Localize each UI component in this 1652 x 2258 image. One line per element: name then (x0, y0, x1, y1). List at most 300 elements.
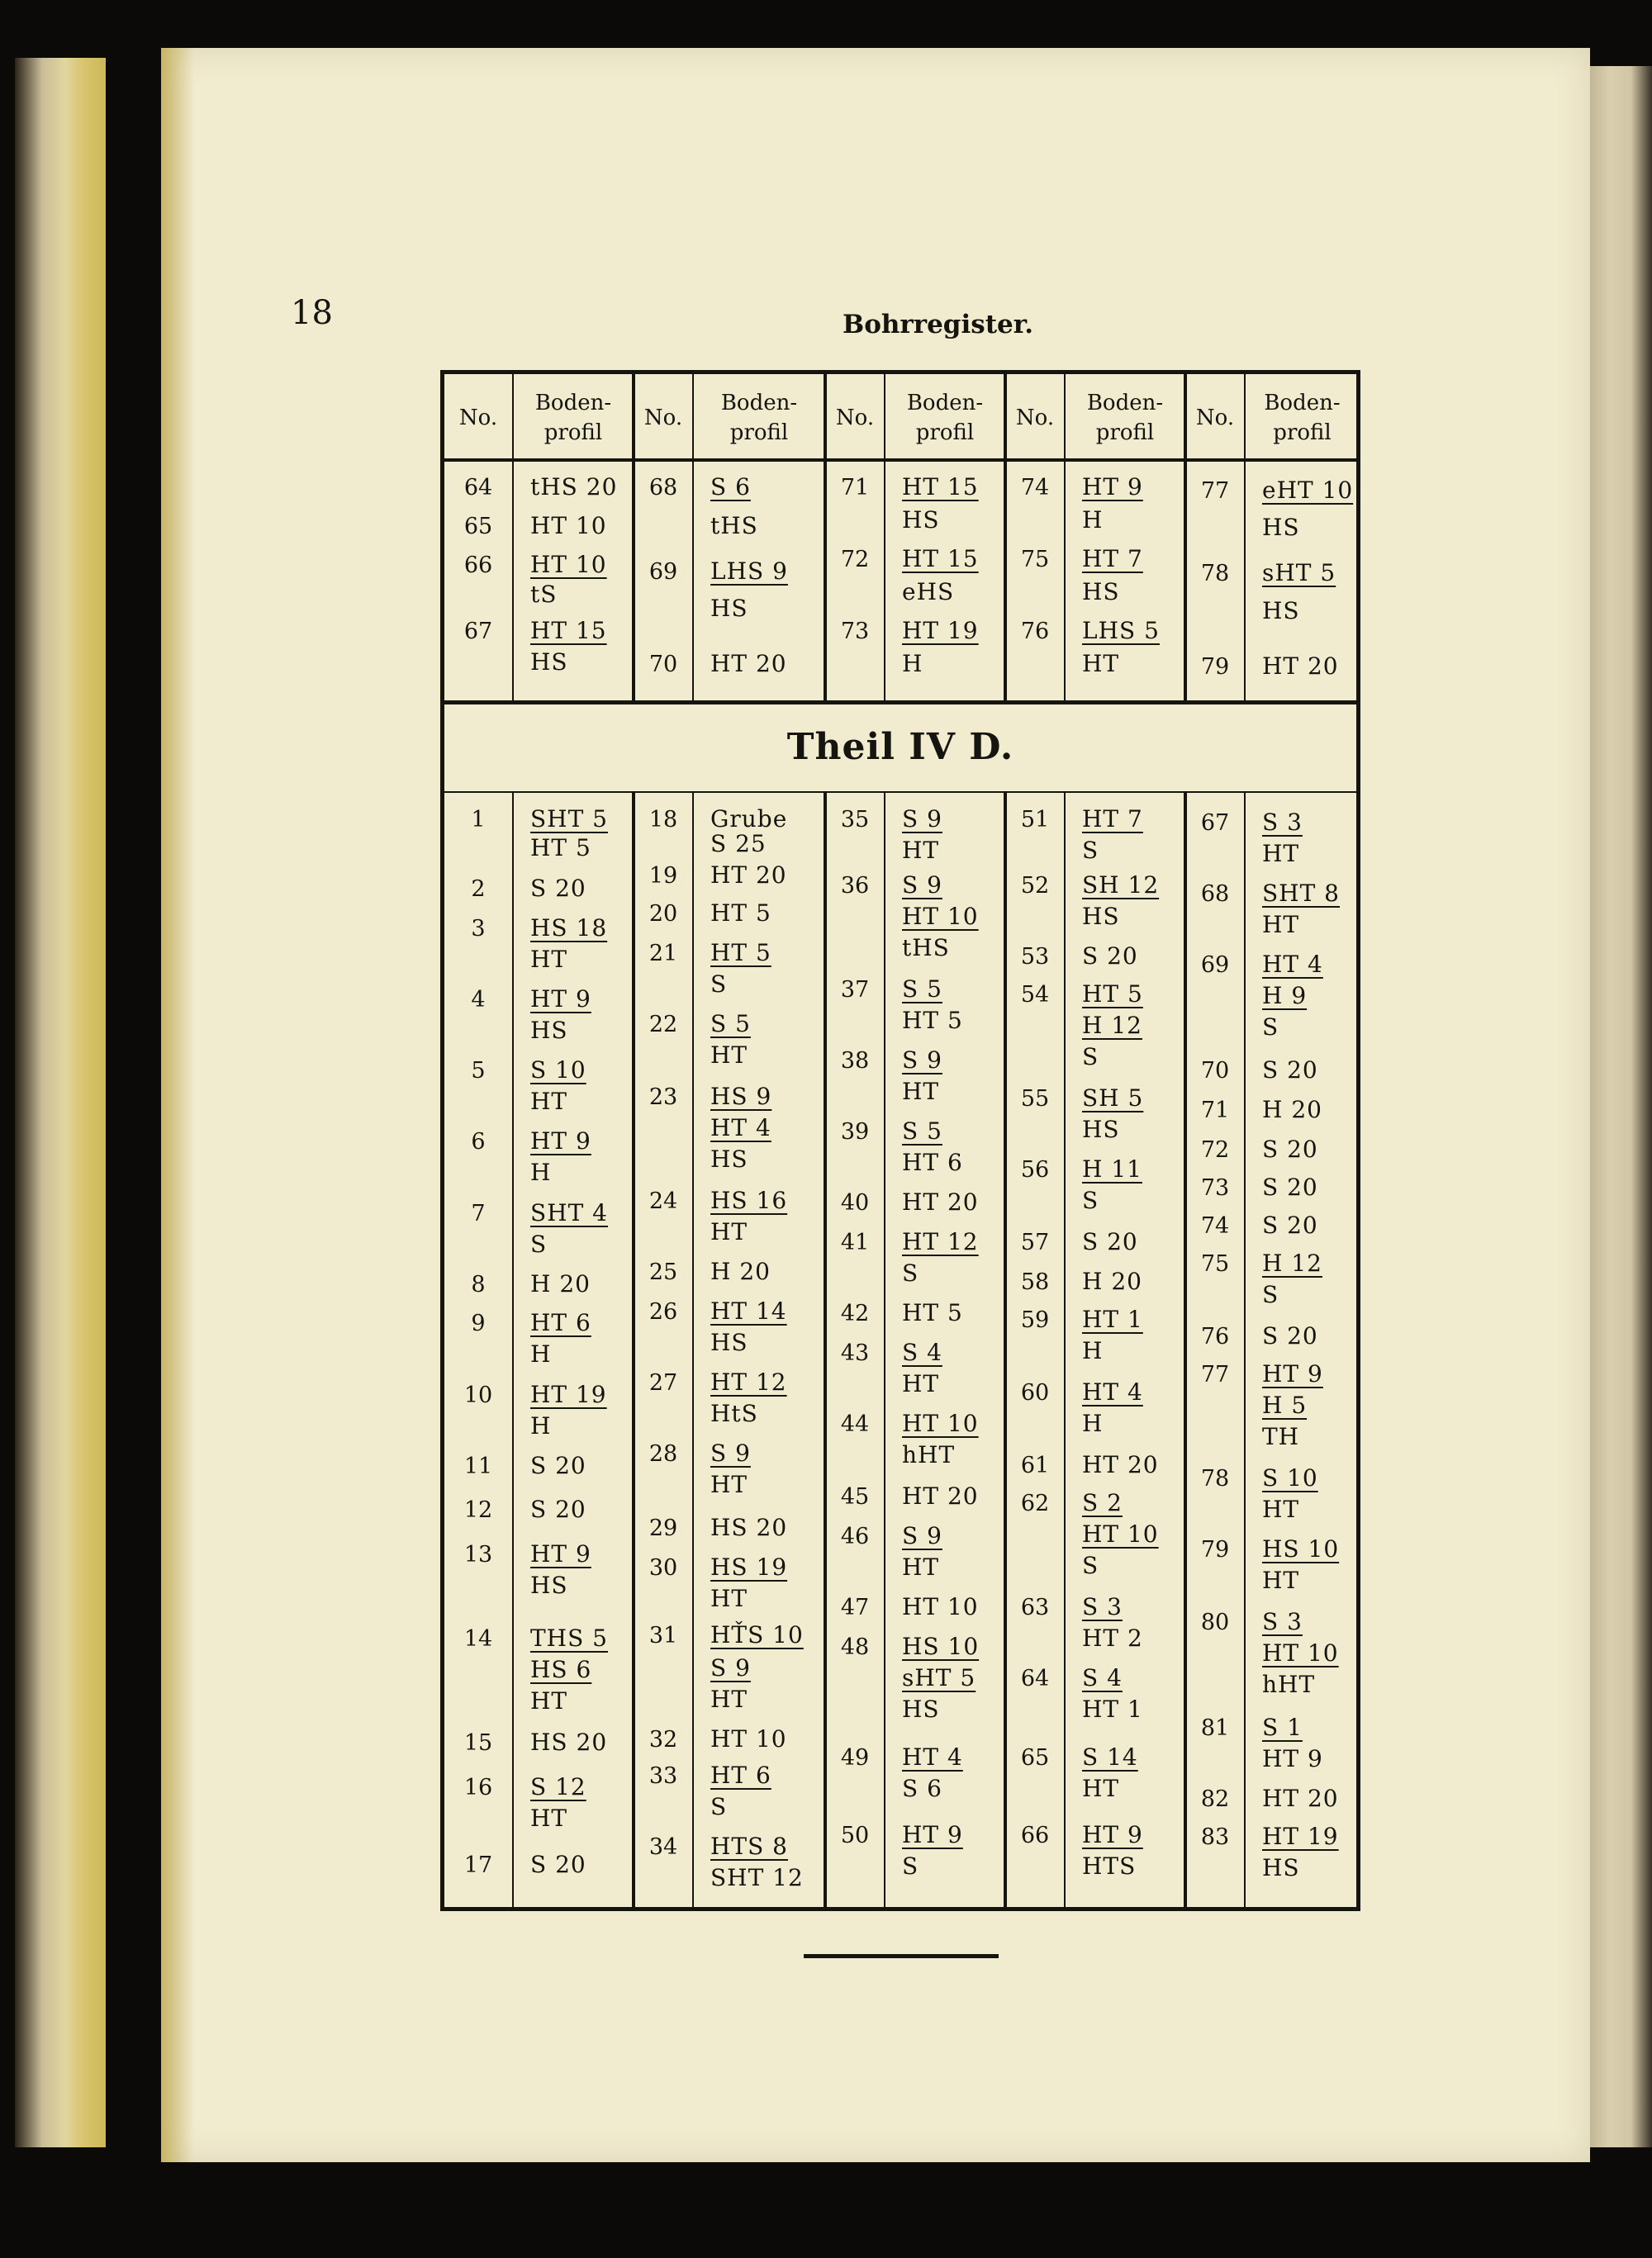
theil-ivd-entry-number: 73 (1200, 1175, 1230, 1201)
top-section-soil-profile: HS (530, 648, 568, 676)
bohrregister-table (440, 370, 1360, 1911)
theil-ivd-soil-profile: HS 10 (902, 1633, 980, 1660)
theil-ivd-entry-number: 82 (1200, 1786, 1230, 1812)
top-section-soil-profile: HT 10 (530, 512, 607, 539)
theil-ivd-soil-profile: HS (1262, 1854, 1300, 1881)
theil-ivd-entry-number: 3 (471, 916, 486, 942)
top-section-entry-number: 71 (840, 475, 870, 500)
theil-ivd-entry-number: 68 (1200, 881, 1230, 907)
theil-ivd-entry-number: 27 (648, 1370, 678, 1396)
page-number: 18 (291, 294, 333, 332)
theil-ivd-soil-profile: HT (530, 946, 568, 973)
theil-ivd-soil-profile: S 4 (1082, 1664, 1123, 1691)
theil-ivd-soil-profile: S 20 (1262, 1056, 1318, 1084)
column-header-profile-line1: Boden- (720, 391, 798, 415)
top-section-soil-profile: HT 10 (530, 551, 607, 578)
theil-ivd-soil-profile: S 20 (530, 1851, 586, 1878)
theil-ivd-entry-number: 20 (648, 901, 678, 927)
theil-ivd-soil-profile: H (1082, 1410, 1104, 1437)
theil-ivd-entry-number: 64 (1020, 1666, 1050, 1691)
theil-ivd-entry-number: 83 (1200, 1824, 1230, 1850)
section-rule-bottom (444, 791, 1356, 793)
theil-ivd-soil-profile: H 20 (530, 1270, 591, 1297)
theil-ivd-soil-profile: HT (530, 1805, 568, 1832)
theil-ivd-entry-number: 50 (840, 1823, 870, 1848)
theil-ivd-entry-number: 31 (648, 1623, 678, 1648)
theil-ivd-soil-profile: HS 19 (710, 1554, 788, 1581)
theil-ivd-soil-profile: H (530, 1340, 552, 1368)
theil-ivd-soil-profile: HT 4 (710, 1114, 771, 1141)
top-section-soil-profile: HT 15 (530, 617, 607, 644)
theil-ivd-entry-number: 12 (463, 1497, 493, 1523)
theil-ivd-entry-number: 61 (1020, 1453, 1050, 1478)
theil-ivd-soil-profile: HT 20 (710, 861, 787, 889)
section-title: Theil IV D. (786, 726, 1014, 768)
theil-ivd-soil-profile: HS (902, 1696, 940, 1723)
column-header-no: No. (643, 406, 683, 430)
top-section-entry-number: 78 (1200, 561, 1230, 586)
column-header-profile-line2: profil (544, 420, 603, 445)
theil-ivd-entry-number: 51 (1020, 807, 1050, 833)
theil-ivd-soil-profile: HT 4 (1262, 951, 1323, 978)
theil-ivd-entry-number: 46 (840, 1524, 870, 1549)
column-header-profile (1064, 374, 1186, 462)
theil-ivd-soil-profile: S 25 (710, 830, 767, 857)
theil-ivd-soil-profile: SH 12 (1082, 871, 1160, 899)
top-section-soil-profile: S 6 (710, 473, 751, 500)
top-section-soil-profile: HT 19 (902, 617, 979, 644)
theil-ivd-soil-profile: HT 1 (1082, 1696, 1143, 1723)
top-section-entry-number: 65 (463, 514, 493, 539)
theil-ivd-soil-profile: HT 20 (902, 1482, 979, 1510)
theil-ivd-entry-number: 17 (463, 1852, 493, 1878)
theil-ivd-soil-profile: S 10 (1262, 1464, 1318, 1492)
top-section-entry-number: 70 (648, 652, 678, 677)
theil-ivd-entry-number: 29 (648, 1516, 678, 1541)
theil-ivd-soil-profile: S 5 (710, 1010, 751, 1037)
running-head: Bohrregister. (843, 310, 1034, 339)
theil-ivd-entry-number: 34 (648, 1834, 678, 1860)
theil-ivd-entry-number: 36 (840, 873, 870, 899)
theil-ivd-soil-profile: HT 10 (902, 1410, 979, 1437)
theil-ivd-soil-profile: THS 5 (530, 1625, 608, 1652)
theil-ivd-soil-profile: HT 9 (530, 1540, 591, 1568)
theil-ivd-soil-profile: HS 18 (530, 914, 608, 942)
theil-ivd-soil-profile: S 20 (1262, 1212, 1318, 1239)
top-section-soil-profile: LHS 9 (710, 557, 788, 585)
column-header-profile-line1: Boden- (1086, 391, 1164, 415)
theil-ivd-entry-number: 80 (1200, 1610, 1230, 1635)
theil-ivd-soil-profile: S 1 (1262, 1714, 1303, 1741)
top-section-soil-profile: HS (1262, 597, 1300, 624)
theil-ivd-soil-profile: S (530, 1231, 548, 1258)
theil-ivd-entry-number: 44 (840, 1411, 870, 1437)
theil-ivd-entry-number: 38 (840, 1048, 870, 1074)
theil-ivd-soil-profile: S (1082, 1043, 1099, 1070)
theil-ivd-soil-profile: S 9 (902, 1046, 942, 1074)
theil-ivd-soil-profile: S 20 (530, 1496, 586, 1523)
column-header-profile (1244, 374, 1360, 462)
theil-ivd-soil-profile: HT 12 (710, 1369, 787, 1396)
top-section-soil-profile: tHS (710, 512, 758, 539)
theil-ivd-entry-number: 4 (471, 987, 486, 1013)
theil-ivd-soil-profile: H (530, 1412, 552, 1440)
theil-ivd-soil-profile: HS (530, 1017, 568, 1044)
theil-ivd-soil-profile: S 20 (1082, 1228, 1138, 1255)
theil-ivd-entry-number: 54 (1020, 982, 1050, 1008)
theil-ivd-soil-profile: S (1262, 1013, 1279, 1041)
theil-ivd-entry-number: 15 (463, 1730, 493, 1756)
theil-ivd-soil-profile: S 10 (530, 1056, 586, 1084)
theil-ivd-entry-number: 24 (648, 1188, 678, 1214)
theil-ivd-soil-profile: HT 10 (902, 1593, 979, 1620)
theil-ivd-soil-profile: S 3 (1082, 1593, 1123, 1620)
theil-ivd-soil-profile: HT 6 (710, 1762, 771, 1789)
top-section-entry-number: 72 (840, 547, 870, 572)
theil-ivd-soil-profile: HT 5 (1082, 980, 1143, 1008)
column-header-profile (512, 374, 634, 462)
theil-ivd-soil-profile: HT 4 (902, 1743, 963, 1771)
top-section-soil-profile: HT (1082, 650, 1120, 677)
theil-ivd-soil-profile: S 6 (902, 1775, 942, 1802)
theil-ivd-soil-profile: S (1082, 837, 1099, 864)
theil-ivd-soil-profile: HS 16 (710, 1187, 788, 1214)
theil-ivd-entry-number: 45 (840, 1484, 870, 1510)
theil-ivd-soil-profile: SHT 4 (530, 1199, 608, 1226)
theil-ivd-entry-number: 75 (1200, 1251, 1230, 1277)
top-section-soil-profile: sHT 5 (1262, 559, 1336, 586)
top-section-entry-number: 74 (1020, 475, 1050, 500)
theil-ivd-soil-profile: H (1082, 1337, 1104, 1364)
theil-ivd-entry-number: 69 (1200, 952, 1230, 978)
theil-ivd-entry-number: 33 (648, 1763, 678, 1789)
theil-ivd-entry-number: 28 (648, 1441, 678, 1467)
theil-ivd-entry-number: 58 (1020, 1269, 1050, 1295)
theil-ivd-entry-number: 76 (1200, 1324, 1230, 1350)
theil-ivd-entry-number: 5 (471, 1058, 486, 1084)
top-section-entry-number: 68 (648, 475, 678, 500)
theil-ivd-entry-number: 32 (648, 1727, 678, 1753)
top-section-entry-number: 69 (648, 559, 678, 585)
theil-ivd-entry-number: 65 (1020, 1745, 1050, 1771)
theil-ivd-soil-profile: HT 5 (902, 1299, 963, 1326)
column-header-profile-line1: Boden- (906, 391, 984, 415)
theil-ivd-soil-profile: HS 20 (710, 1514, 788, 1541)
theil-ivd-soil-profile: S 9 (902, 1522, 942, 1549)
theil-ivd-entry-number: 81 (1200, 1715, 1230, 1741)
theil-ivd-soil-profile: SHT 5 (530, 805, 608, 833)
theil-ivd-soil-profile: S 20 (530, 1452, 586, 1479)
top-section-soil-profile: eHT 10 (1262, 477, 1354, 504)
theil-ivd-entry-number: 8 (471, 1272, 486, 1297)
theil-ivd-entry-number: 35 (840, 807, 870, 833)
theil-ivd-entry-number: 70 (1200, 1058, 1230, 1084)
theil-ivd-soil-profile: S 20 (1262, 1136, 1318, 1163)
theil-ivd-soil-profile: hHT (902, 1441, 956, 1468)
theil-ivd-soil-profile: HTS 8 (710, 1833, 788, 1860)
theil-ivd-soil-profile: HT 5 (710, 899, 771, 927)
theil-ivd-soil-profile: S 12 (530, 1773, 586, 1800)
theil-ivd-soil-profile: HT (902, 837, 940, 864)
theil-ivd-entry-number: 57 (1020, 1230, 1050, 1255)
theil-ivd-soil-profile: HT 19 (1262, 1823, 1339, 1850)
theil-ivd-soil-profile: TH (1262, 1423, 1300, 1450)
theil-ivd-entry-number: 48 (840, 1634, 870, 1660)
theil-ivd-entry-number: 55 (1020, 1086, 1050, 1112)
page-gutter-shadow (161, 48, 194, 2162)
theil-ivd-soil-profile: HT 2 (1082, 1625, 1143, 1652)
theil-ivd-soil-profile: HT (1262, 1567, 1300, 1594)
theil-ivd-soil-profile: SHT 8 (1262, 880, 1340, 907)
column-rule (1064, 791, 1066, 1911)
theil-ivd-soil-profile: HT (710, 1041, 748, 1069)
theil-ivd-entry-number: 11 (463, 1454, 493, 1479)
theil-ivd-soil-profile: HT 5 (530, 834, 591, 861)
theil-ivd-entry-number: 40 (840, 1190, 870, 1216)
theil-ivd-entry-number: 18 (648, 807, 678, 833)
theil-ivd-entry-number: 67 (1200, 810, 1230, 836)
theil-ivd-soil-profile: HT 1 (1082, 1306, 1143, 1333)
top-section-entry-number: 76 (1020, 619, 1050, 644)
theil-ivd-entry-number: 71 (1200, 1098, 1230, 1123)
theil-ivd-soil-profile: HS (530, 1572, 568, 1599)
theil-ivd-soil-profile: HT (902, 1370, 940, 1397)
theil-ivd-soil-profile: HS (710, 1329, 748, 1356)
theil-ivd-soil-profile: H 20 (1262, 1096, 1322, 1123)
theil-ivd-soil-profile: S 14 (1082, 1743, 1138, 1771)
theil-ivd-soil-profile: HT (902, 1078, 940, 1105)
theil-ivd-soil-profile: HT 10 (1082, 1520, 1159, 1548)
column-rule (1244, 791, 1246, 1911)
theil-ivd-entry-number: 30 (648, 1555, 678, 1581)
theil-ivd-soil-profile: HT 9 (530, 1127, 591, 1155)
theil-ivd-soil-profile: HT 20 (1262, 1785, 1339, 1812)
theil-ivd-soil-profile: HS (1082, 903, 1120, 930)
theil-ivd-soil-profile: S 9 (710, 1440, 751, 1467)
theil-ivd-soil-profile: HŤS 10 (710, 1621, 804, 1648)
theil-ivd-soil-profile: HT 9 (1262, 1745, 1323, 1772)
theil-ivd-soil-profile: S 20 (530, 875, 586, 902)
theil-ivd-soil-profile: S 5 (902, 975, 942, 1003)
theil-ivd-soil-profile: hHT (1262, 1671, 1316, 1698)
theil-ivd-entry-number: 78 (1200, 1466, 1230, 1492)
top-section-entry-number: 64 (463, 475, 493, 500)
theil-ivd-soil-profile: tHS (902, 934, 950, 961)
theil-ivd-entry-number: 41 (840, 1230, 870, 1255)
theil-ivd-entry-number: 77 (1200, 1362, 1230, 1388)
theil-ivd-soil-profile: H 9 (1262, 982, 1308, 1009)
theil-ivd-soil-profile: HT 7 (1082, 805, 1143, 833)
theil-ivd-entry-number: 10 (463, 1383, 493, 1408)
top-section-soil-profile: tHS 20 (530, 473, 618, 500)
theil-ivd-soil-profile: HT 19 (530, 1381, 607, 1408)
theil-ivd-soil-profile: S 2 (1082, 1489, 1123, 1516)
theil-ivd-soil-profile: HT 10 (1262, 1639, 1339, 1667)
theil-ivd-entry-number: 79 (1200, 1537, 1230, 1563)
theil-ivd-soil-profile: HT (1262, 911, 1300, 938)
theil-ivd-soil-profile: HT 14 (710, 1297, 787, 1325)
theil-ivd-entry-number: 42 (840, 1301, 870, 1326)
theil-ivd-entry-number: 16 (463, 1775, 493, 1800)
end-rule (804, 1954, 999, 1958)
top-section-soil-profile: HS (710, 595, 748, 622)
theil-ivd-soil-profile: sHT 5 (902, 1664, 976, 1691)
column-rule (692, 791, 694, 1911)
theil-ivd-soil-profile: S 4 (902, 1339, 942, 1366)
theil-ivd-soil-profile: S (1262, 1281, 1279, 1308)
theil-ivd-entry-number: 14 (463, 1626, 493, 1652)
theil-ivd-soil-profile: HT 5 (902, 1007, 963, 1034)
column-header-profile-line2: profil (1095, 420, 1155, 445)
theil-ivd-soil-profile: HT 10 (902, 903, 979, 930)
theil-ivd-entry-number: 9 (471, 1311, 486, 1336)
column-header-profile-line1: Boden- (534, 391, 612, 415)
top-section-soil-profile: HT 7 (1082, 545, 1143, 572)
top-section-entry-number: 66 (463, 553, 493, 578)
theil-ivd-soil-profile: HS (710, 1146, 748, 1173)
theil-ivd-entry-number: 66 (1020, 1823, 1050, 1848)
top-section-soil-profile: eHS (902, 578, 955, 605)
theil-ivd-entry-number: 56 (1020, 1157, 1050, 1183)
theil-ivd-soil-profile: HT 9 (530, 985, 591, 1013)
theil-ivd-soil-profile: S 5 (902, 1117, 942, 1145)
theil-ivd-soil-profile: HT (710, 1471, 748, 1498)
theil-ivd-entry-number: 21 (648, 941, 678, 966)
theil-ivd-soil-profile: HT 6 (902, 1149, 963, 1176)
top-section-soil-profile: H (902, 650, 923, 677)
top-section-soil-profile: HT 9 (1082, 473, 1143, 500)
theil-ivd-soil-profile: S 20 (1262, 1322, 1318, 1350)
theil-ivd-soil-profile: S (902, 1852, 919, 1880)
theil-ivd-entry-number: 43 (840, 1340, 870, 1366)
top-section-soil-profile: HT 20 (1262, 652, 1339, 680)
theil-ivd-entry-number: 60 (1020, 1380, 1050, 1406)
top-section-entry-number: 73 (840, 619, 870, 644)
theil-ivd-soil-profile: H 20 (710, 1258, 771, 1285)
top-section-soil-profile: HS (1262, 514, 1300, 541)
theil-ivd-entry-number: 13 (463, 1542, 493, 1568)
theil-ivd-entry-number: 47 (840, 1595, 870, 1620)
column-header-no: No. (458, 406, 498, 430)
theil-ivd-soil-profile: HT 20 (1082, 1451, 1159, 1478)
theil-ivd-soil-profile: HS 9 (710, 1083, 772, 1110)
theil-ivd-soil-profile: HT (1262, 1496, 1300, 1523)
theil-ivd-soil-profile: HT (710, 1686, 748, 1713)
theil-ivd-soil-profile: HT (530, 1687, 568, 1715)
theil-ivd-entry-number: 23 (648, 1084, 678, 1110)
top-section-soil-profile: HT 15 (902, 545, 979, 572)
theil-ivd-entry-number: 49 (840, 1745, 870, 1771)
theil-ivd-soil-profile: HS 10 (1262, 1535, 1340, 1563)
theil-ivd-soil-profile: HT 9 (1082, 1821, 1143, 1848)
theil-ivd-entry-number: 59 (1020, 1307, 1050, 1333)
column-header-profile (884, 374, 1006, 462)
theil-ivd-soil-profile: H 12 (1262, 1250, 1322, 1277)
column-header-profile-line1: Boden- (1264, 391, 1341, 415)
column-rule (884, 791, 885, 1911)
theil-ivd-soil-profile: H (530, 1159, 552, 1186)
column-header-profile (692, 374, 826, 462)
theil-ivd-soil-profile: H 12 (1082, 1012, 1142, 1039)
theil-ivd-entry-number: 72 (1200, 1137, 1230, 1163)
theil-ivd-soil-profile: HT (710, 1585, 748, 1612)
theil-ivd-soil-profile: S 20 (1082, 942, 1138, 970)
theil-ivd-entry-number: 2 (471, 876, 486, 902)
theil-ivd-soil-profile: HT 6 (530, 1309, 591, 1336)
column-header-no: No. (835, 406, 875, 430)
theil-ivd-entry-number: 22 (648, 1012, 678, 1037)
theil-ivd-soil-profile: HtS (710, 1400, 758, 1427)
theil-ivd-entry-number: 7 (471, 1201, 486, 1226)
theil-ivd-soil-profile: HS (1082, 1116, 1120, 1143)
theil-ivd-soil-profile: S (710, 970, 728, 998)
theil-ivd-entry-number: 6 (471, 1129, 486, 1155)
theil-ivd-soil-profile: HT (710, 1218, 748, 1245)
theil-ivd-soil-profile: HT 12 (902, 1228, 979, 1255)
theil-ivd-entry-number: 39 (840, 1119, 870, 1145)
theil-ivd-soil-profile: HTS (1082, 1852, 1137, 1880)
theil-ivd-soil-profile: HT 5 (710, 939, 771, 966)
theil-ivd-entry-number: 37 (840, 977, 870, 1003)
book-fore-edge-left (15, 58, 106, 2147)
theil-ivd-soil-profile: S 3 (1262, 809, 1303, 836)
top-section-soil-profile: LHS 5 (1082, 617, 1160, 644)
theil-ivd-soil-profile: HS 20 (530, 1729, 608, 1756)
column-rule (512, 791, 514, 1911)
theil-ivd-soil-profile: S 9 (902, 805, 942, 833)
column-header-no: No. (1195, 406, 1235, 430)
theil-ivd-entry-number: 74 (1200, 1213, 1230, 1239)
theil-ivd-soil-profile: SH 5 (1082, 1084, 1144, 1112)
top-section-soil-profile: HT 20 (710, 650, 787, 677)
top-section-soil-profile: tS (530, 581, 558, 608)
top-section-soil-profile: HS (902, 506, 940, 534)
theil-ivd-entry-number: 63 (1020, 1595, 1050, 1620)
column-header-no: No. (1015, 406, 1055, 430)
theil-ivd-soil-profile: S (902, 1259, 919, 1287)
theil-ivd-soil-profile: HS 6 (530, 1656, 592, 1683)
theil-ivd-soil-profile: S (1082, 1187, 1099, 1214)
theil-ivd-soil-profile: SHT 12 (710, 1864, 804, 1891)
theil-ivd-soil-profile: HT 4 (1082, 1378, 1143, 1406)
theil-ivd-soil-profile: Grube (710, 805, 788, 833)
top-section-soil-profile: H (1082, 506, 1104, 534)
theil-ivd-entry-number: 25 (648, 1259, 678, 1285)
theil-ivd-entry-number: 19 (648, 863, 678, 889)
column-header-profile-line2: profil (1273, 420, 1332, 445)
theil-ivd-soil-profile: H 20 (1082, 1268, 1142, 1295)
theil-ivd-soil-profile: HT 9 (1262, 1360, 1323, 1388)
theil-ivd-soil-profile: S 9 (710, 1654, 751, 1682)
theil-ivd-entry-number: 62 (1020, 1491, 1050, 1516)
theil-ivd-soil-profile: HT 10 (710, 1725, 787, 1753)
theil-ivd-soil-profile: S 9 (902, 871, 942, 899)
theil-ivd-soil-profile: HT 20 (902, 1188, 979, 1216)
top-section-soil-profile: HT 15 (902, 473, 979, 500)
theil-ivd-soil-profile: S (1082, 1552, 1099, 1579)
top-section-entry-number: 75 (1020, 547, 1050, 572)
theil-ivd-soil-profile: HT (1082, 1775, 1120, 1802)
column-header-profile-line2: profil (729, 420, 789, 445)
theil-ivd-soil-profile: HT 9 (902, 1821, 963, 1848)
top-section-entry-number: 77 (1200, 478, 1230, 504)
theil-ivd-soil-profile: HT (530, 1088, 568, 1115)
theil-ivd-soil-profile: HT (902, 1554, 940, 1581)
column-header-profile-line2: profil (915, 420, 975, 445)
theil-ivd-soil-profile: H 5 (1262, 1392, 1308, 1419)
theil-ivd-entry-number: 1 (471, 807, 486, 833)
theil-ivd-soil-profile: S 3 (1262, 1608, 1303, 1635)
